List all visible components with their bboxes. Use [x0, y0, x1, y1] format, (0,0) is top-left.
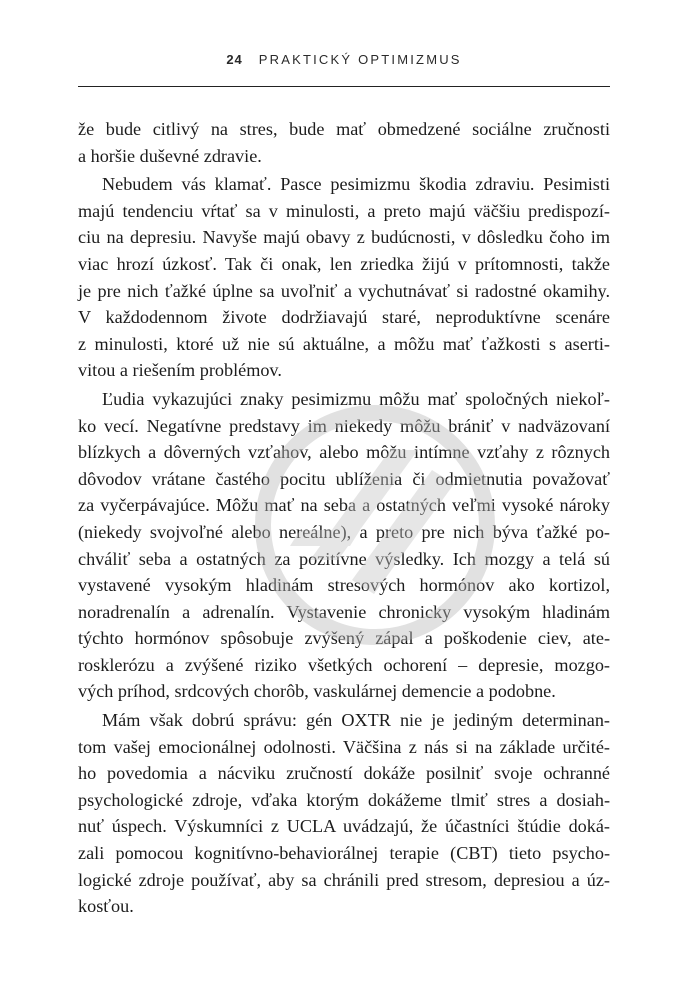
text-line: viac hrozí úzkosť. Tak či onak, len zriedka žijú v prítomnosti, takže [78, 253, 610, 274]
text-line: (niekedy svojvoľné alebo nereálne), a preto pre nich býva ťažké po- [78, 521, 610, 542]
header-rule [78, 86, 610, 87]
running-header [78, 52, 610, 72]
text-line: za vyčerpávajúce. Môžu mať na seba a ostatných veľmi vysoké nároky [78, 495, 610, 516]
text-line: vých príhod, srdcových chorôb, vaskulárnej demencie a podobne. [78, 681, 556, 702]
paragraph [78, 116, 610, 169]
text-line: ko vecí. Negatívne predstavy im niekedy môžu brániť v nadväzovaní [78, 415, 610, 436]
text-line: psychologické zdroje, vďaka ktorým dokážeme tlmiť stres a dosiah- [78, 789, 610, 810]
text-line: ciu na depresiu. Navyše majú obavy z budúcnosti, v dôsledku čoho im [78, 227, 610, 248]
text-line: V každodennom živote dodržiavajú staré, neproduktívne scenáre [78, 307, 610, 328]
page-number: 24 [226, 52, 243, 67]
text-line: Mám však dobrú správu: gén OXTR nie je jediným determinan- [102, 710, 610, 731]
paragraph [78, 386, 610, 705]
body-text [78, 116, 610, 920]
text-line: vystavené vysokým hladinám stresových hormónov ako kortizol, [78, 575, 610, 596]
text-line: Ľudia vykazujúci znaky pesimizmu môžu mať spoločných niekoľ- [102, 388, 610, 409]
text-line: rosklerózu a zvýšené riziko všetkých ochorení – depresie, mozgo- [78, 654, 610, 675]
text-line: že bude citlivý na stres, bude mať obmedzené sociálne zručnosti [78, 119, 610, 139]
paragraph [78, 171, 610, 384]
text-line: majú tendenciu vŕtať sa v minulosti, a preto majú väčšiu predispozí- [78, 200, 610, 221]
text-line: a horšie duševné zdravie. [78, 145, 262, 166]
text-line: chváliť seba a ostatných za pozitívne výsledky. Ich mozgy a telá sú [78, 548, 610, 569]
text-line: vitou a riešením problémov. [78, 360, 282, 381]
text-line: týchto hormónov spôsobuje zvýšený zápal a poškodenie ciev, ate- [78, 628, 610, 649]
paragraph [78, 707, 610, 920]
text-line: noradrenalín a adrenalín. Vystavenie chronicky vysokým hladinám [78, 601, 610, 622]
text-line: blízkych a dôverných vzťahov, alebo môžu intímne vzťahy z rôznych [78, 442, 610, 463]
text-line: je pre nich ťažké úplne sa uvoľniť a vychutnávať si radostné okamihy. [78, 280, 610, 301]
text-line: ho povedomia a nácviku zručností dokáže posilniť svoje ochranné [78, 763, 610, 784]
text-line: tom vašej emocionálnej odolnosti. Väčšina z nás si na základe určité- [78, 736, 610, 757]
text-line: zali pomocou kognitívno-behaviorálnej terapie (CBT) tieto psycho- [78, 843, 610, 864]
running-title: PRAKTICKÝ OPTIMIZMUS [258, 52, 462, 67]
text-line: Nebudem vás klamať. Pasce pesimizmu škodia zdraviu. Pesimisti [102, 174, 610, 195]
text-line: z minulosti, ktoré už nie sú aktuálne, a môžu mať ťažkosti s aserti- [78, 333, 610, 354]
text-line: kosťou. [78, 896, 134, 917]
text-line: nuť úspech. Výskumníci z UCLA uvádzajú, že účastníci štúdie doká- [78, 816, 610, 837]
text-line: logické zdroje používať, aby sa chránili pred stresom, depresiou a úz- [78, 869, 610, 890]
text-line: dôvodov vrátane častého pocitu ublíženia či odmietnutia považovať [78, 468, 610, 489]
